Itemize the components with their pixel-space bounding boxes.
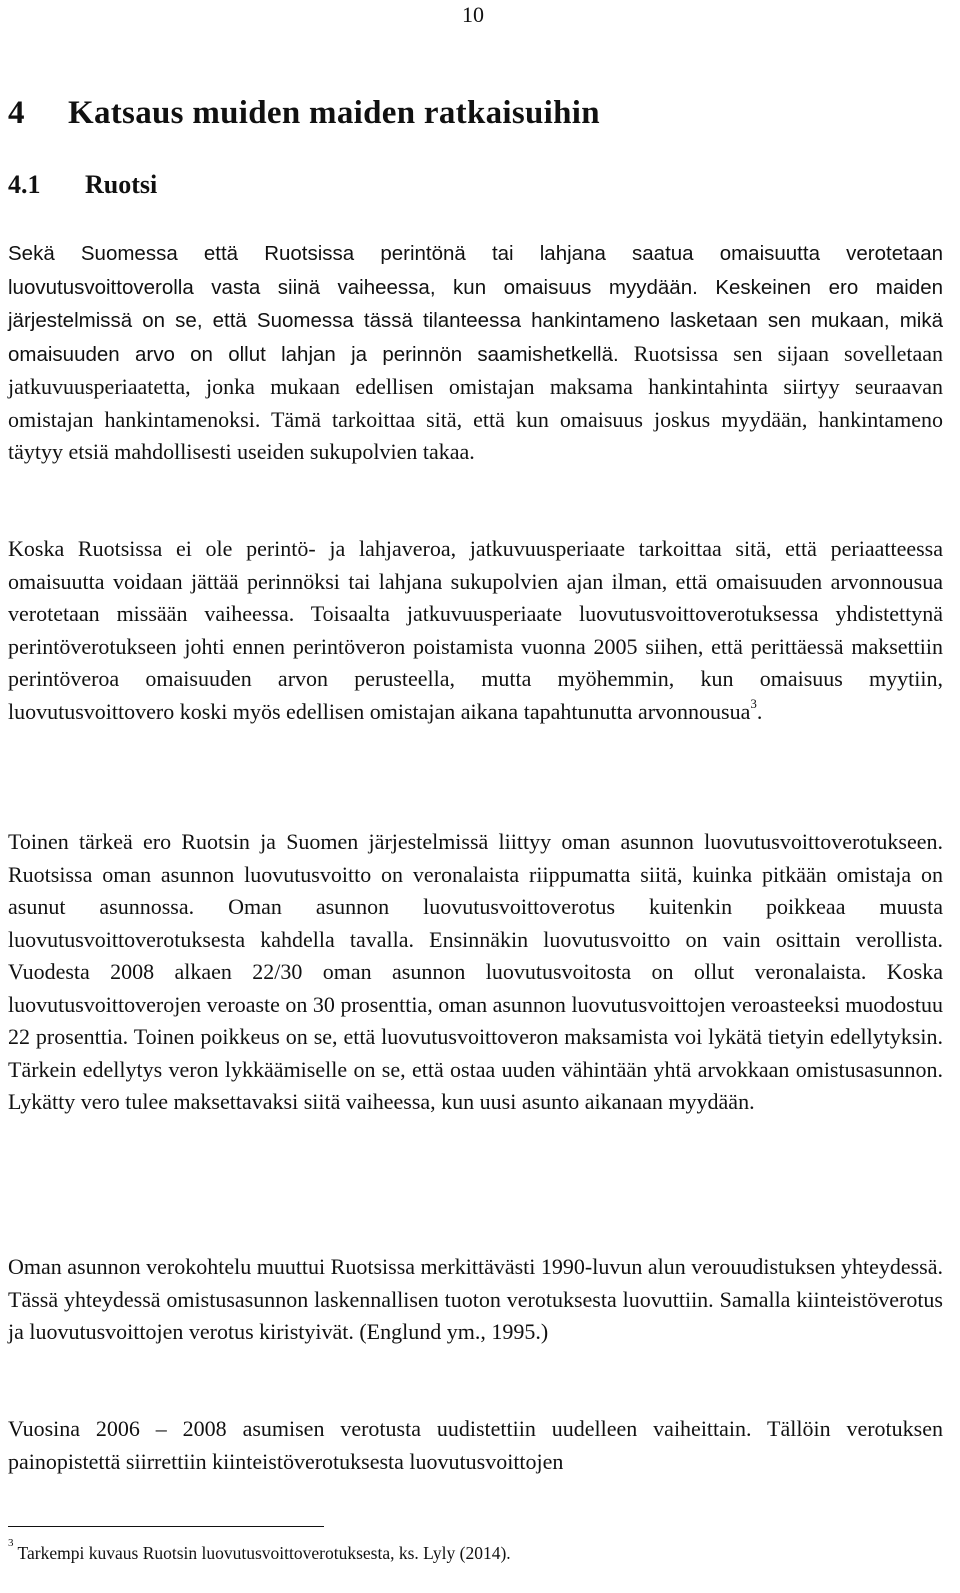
section-number: 4.1	[8, 170, 41, 199]
footnote-separator	[8, 1526, 324, 1527]
page-number: 10	[462, 2, 484, 27]
paragraph-1	[8, 237, 943, 469]
chapter-title: Katsaus muiden maiden ratkaisuihin	[68, 95, 600, 131]
paragraph-3: Toinen tärkeä ero Ruotsin ja Suomen järjestelmissä liittyy oman asunnon luovutusvoittoverotukseen. Ruotsissa oman asunnon luovutusvoitto on veronalaista riippumatta siitä, kuinka pitkään omistaja on asunut asunnossa. Oman asunnon luovutusvoittoverotus kuitenkin poikkeaa muusta luovutusvoittoverotuksesta kahdella tavalla. Ensinnäkin luovutusvoitto on vain osittain verollista. Vuodesta 2008 alkaen 22/30 oman asunnon luovutusvoitosta on ollut veronalaista. Koska luovutusvoittoverojen veroaste on 30 prosenttia, oman asunnon luovutusvoittojen veroasteeksi muodostuu 22 prosenttia. Toinen poikkeus on se, että luovutusvoittoveron maksamista voi lykätä tietyin edellytyksin. Tärkein edellytys veron lykkäämiselle on se, että ostaa uuden vähintään yhtä arvokkaan omistusasunnon. Lykätty vero tulee maksettavaksi siitä vaiheessa, kun uusi asunto aikanaan myydään.	[8, 829, 943, 1114]
section-title: Ruotsi	[85, 170, 158, 199]
paragraph-1-part-b: Ruotsissa sen sijaan sovelletaan jatkuvuusperiaatetta, jonka mukaan edellisen omistajan maksama hankintahinta siirtyy seuraavan omistajan hankintamenoksi. Tämä tarkoittaa sitä, että kun omaisuus joskus myydään, hankintameno täytyy etsiä mahdollisesti useiden sukupolvien takaa.	[8, 340, 944, 464]
footnote-marker: 3	[8, 1537, 14, 1550]
paragraph-5: Vuosina 2006 – 2008 asumisen verotusta uudistettiin uudelleen vaiheittain. Tällöin verotuksen painopistettä siirrettiin kiinteistöverotuksesta luovutusvoittojen	[8, 1416, 943, 1474]
section-heading	[8, 169, 157, 201]
chapter-heading	[8, 93, 600, 133]
paragraph-2-text: Koska Ruotsissa ei ole perintö- ja lahjaveroa, jatkuvuusperiaate tarkoittaa sitä, että periaatteessa omaisuutta voidaan jättää perinnöksi tai lahjana sukupolvien ajan ilman, että omaisuuden arvonnousua verotetaan missään vaiheessa. Toisaalta jatkuvuusperiaate luovutusvoittoverotuksessa yhdistettynä perintöverotukseen johti ennen perintöveron poistamista vuonna 2005 siihen, että perittäessä maksettiin perintöveroa omaisuuden arvon perusteella, mutta myöhemmin, kun omaisuus myytiin, luovutusvoittovero koski myös edellisen omistajan aikana tapahtunutta arvonnousua	[8, 536, 943, 724]
footnote-reference: 3	[750, 696, 757, 712]
paragraph-2	[8, 533, 943, 728]
chapter-number: 4	[8, 95, 25, 131]
paragraph-1-part-a: Sekä Suomessa että Ruotsissa perintönä tai lahjana saatua omaisuutta verotetaan luovutusvoittoverolla vasta siinä vaiheessa, kun omaisuus myydään. Keskeinen ero maiden järjestelmissä on se, että Suomessa tässä tilanteessa hankintameno lasketaan sen mukaan, mikä omaisuuden arvo on ollut lahjan ja perinnön saamishetkellä.	[8, 242, 943, 366]
paragraph-2-end: .	[756, 698, 763, 724]
footnote	[8, 1537, 948, 1565]
footnote-text: Tarkempi kuvaus Ruotsin luovutusvoittoverotuksesta, ks. Lyly (2014).	[13, 1543, 511, 1563]
paragraph-4: Oman asunnon verokohtelu muuttui Ruotsissa merkittävästi 1990-luvun alun verouudistuksen yhteydessä. Tässä yhteydessä omistusasunnon laskennallisen tuoton verotuksesta luovuttiin. Samalla kiinteistöverotus ja luovutusvoittojen verotus kiristyivät. (Englund ym., 1995.)	[8, 1254, 943, 1344]
